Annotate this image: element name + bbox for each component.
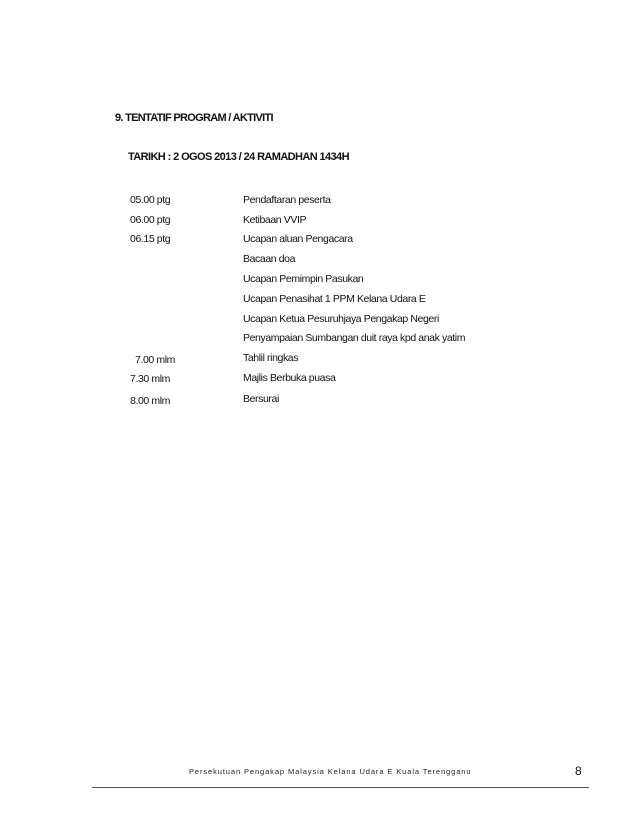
schedule-activity: Ketibaan VVIP <box>243 214 307 226</box>
schedule-activity: Bacaan doa <box>243 253 296 265</box>
date-line: TARIKH : 2 OGOS 2013 / 24 RAMADHAN 1434H <box>128 151 349 163</box>
schedule-activity: Penyampaian Sumbangan duit raya kpd anak yatim <box>243 332 466 344</box>
schedule-time: 7.00 mlm <box>135 354 175 366</box>
schedule-activity: Majlis Berbuka puasa <box>243 372 336 384</box>
schedule-activity: Ucapan Ketua Pesuruhjaya Pengakap Negeri <box>243 313 439 325</box>
schedule-time: 05.00 ptg <box>130 194 171 206</box>
schedule-activity: Ucapan Pemimpin Pasukan <box>243 273 364 285</box>
schedule-time: 7.30 mlm <box>130 373 170 385</box>
schedule-time: 06.00 ptg <box>130 214 171 226</box>
schedule-time: 06.15 ptg <box>130 233 171 245</box>
section-heading: 9. TENTATIF PROGRAM / AKTIVITI <box>115 112 273 124</box>
footer-divider <box>92 787 589 788</box>
schedule-time: 8.00 mlm <box>130 395 170 407</box>
footer-text: Persekutuan Pengakap Malaysia Kelana Udara E Kuala Terengganu <box>189 767 472 776</box>
schedule-activity: Pendaftaran peserta <box>243 194 331 206</box>
schedule-activity: Tahlil ringkas <box>243 352 299 364</box>
schedule-activity: Ucapan Penasihat 1 PPM Kelana Udara E <box>243 293 426 305</box>
schedule-activity: Bersurai <box>243 393 279 405</box>
schedule-activity: Ucapan aluan Pengacara <box>243 233 353 245</box>
page-number: 8 <box>575 764 582 778</box>
